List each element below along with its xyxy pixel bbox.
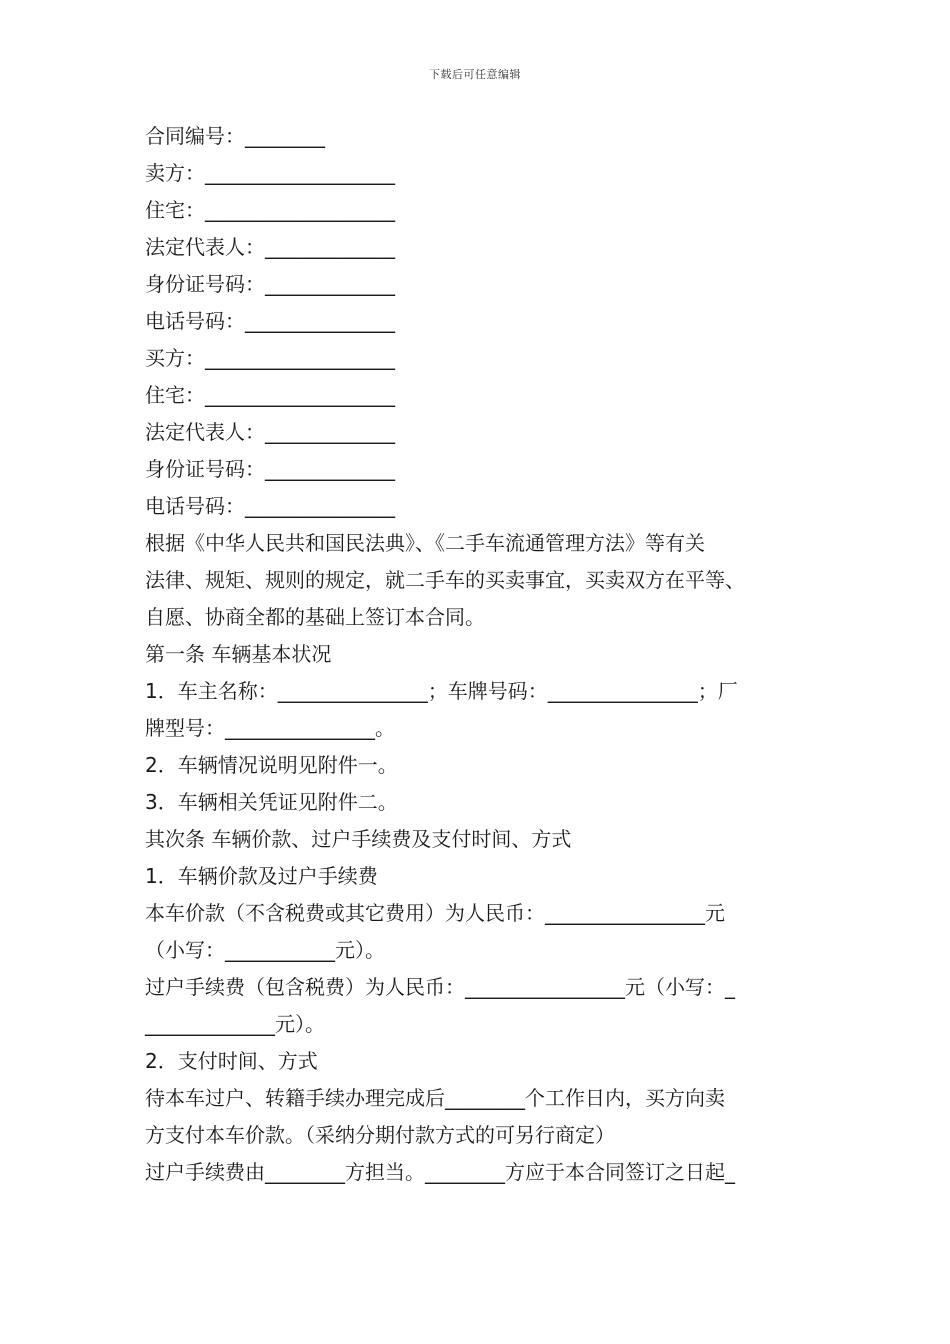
article-2-item-2: 2．支付时间、方式 xyxy=(145,1049,318,1073)
article-2-item-1: 1．车辆价款及过户手续费 xyxy=(145,864,378,888)
fee-responsibility-line: 过户手续费由________方担当。________方应于本合同签订之日起_ xyxy=(145,1160,735,1184)
contract-number-line: 合同编号：________ xyxy=(145,124,325,148)
preamble-line-3: 自愿、协商全都的基础上签订本合同。 xyxy=(145,605,485,629)
article-2-heading: 其次条 车辆价款、过户手续费及支付时间、方式 xyxy=(145,827,572,851)
buyer-phone-line: 电话号码：_______________ xyxy=(145,494,395,518)
payment-time-line-1: 待本车过户、转籍手续办理完成后________个工作日内，买方向卖 xyxy=(145,1086,725,1110)
seller-legal-rep-line: 法定代表人：_____________ xyxy=(145,235,395,259)
preamble-line-1: 根据《中华人民共和国民法典》、《二手车流通管理方法》等有关 xyxy=(145,531,705,555)
article-1-item-1-line-2: 牌型号：_______________。 xyxy=(145,716,395,740)
article-1-heading: 第一条 车辆基本状况 xyxy=(145,642,332,666)
preamble-line-2: 法律、规矩、规则的规定，就二手车的买卖事宜，买卖双方在平等、 xyxy=(145,568,745,592)
buyer-address-line: 住宅：___________________ xyxy=(145,383,395,407)
buyer-id-number-line: 身份证号码：_____________ xyxy=(145,457,395,481)
article-1-item-1-line-1: 1．车主名称：_______________；车牌号码：_______________；厂 xyxy=(145,679,738,703)
article-1-item-3: 3．车辆相关凭证见附件二。 xyxy=(145,790,398,814)
transfer-fee-line-1: 过户手续费（包含税费）为人民币：________________元（小写：_ xyxy=(145,975,735,999)
contract-body xyxy=(145,118,835,1191)
seller-line: 卖方：___________________ xyxy=(145,161,395,185)
header-note: 下载后可任意编辑 xyxy=(429,68,521,81)
transfer-fee-line-2: _____________元）。 xyxy=(145,1012,325,1036)
buyer-line: 买方：___________________ xyxy=(145,346,395,370)
article-1-item-2: 2．车辆情况说明见附件一。 xyxy=(145,753,398,777)
buyer-legal-rep-line: 法定代表人：_____________ xyxy=(145,420,395,444)
vehicle-price-line-1: 本车价款（不含税费或其它费用）为人民币：________________元 xyxy=(145,901,725,925)
seller-address-line: 住宅：___________________ xyxy=(145,198,395,222)
seller-phone-line: 电话号码：_______________ xyxy=(145,309,395,333)
vehicle-price-line-2: （小写：___________元）。 xyxy=(145,938,385,962)
payment-time-line-2: 方支付本车价款。（采纳分期付款方式的可另行商定） xyxy=(145,1123,615,1147)
seller-id-number-line: 身份证号码：_____________ xyxy=(145,272,395,296)
